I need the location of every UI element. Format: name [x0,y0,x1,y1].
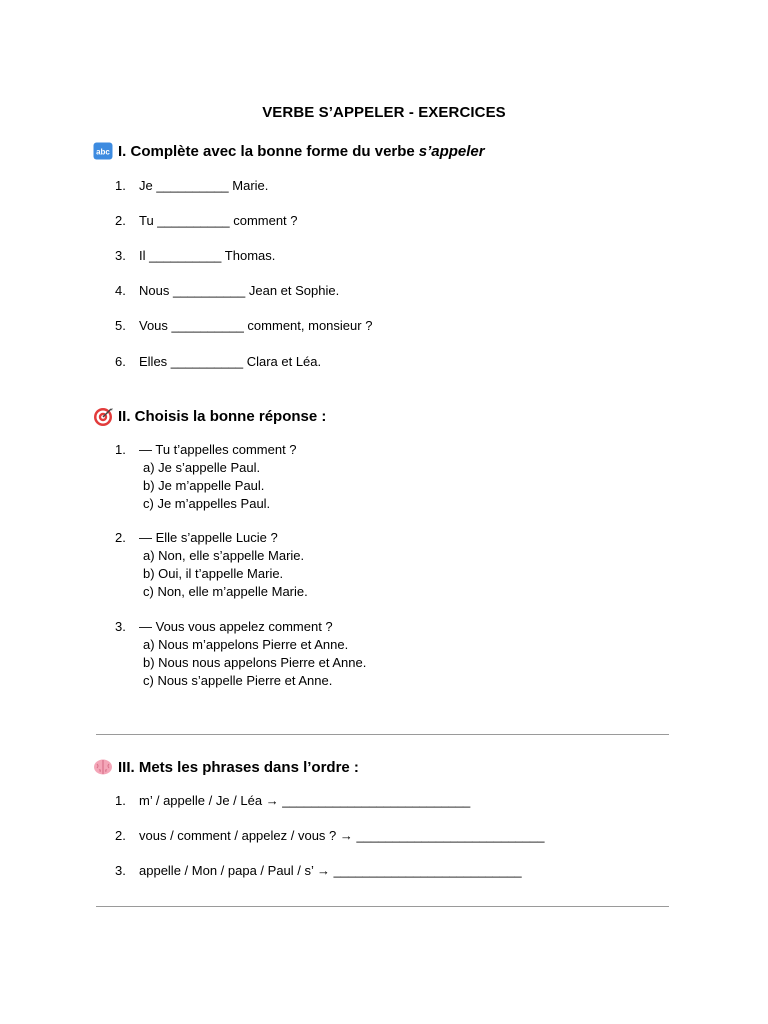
section-3-heading [93,758,359,776]
divider [96,906,669,907]
abc-icon [93,142,113,160]
target-icon [93,407,113,425]
exercise-1-item: 4. Nous __________ Jean et Sophie. [115,283,340,298]
question-2: 2. — Elle s’appelle Lucie ? [115,530,278,545]
question-3: 3. — Vous vous appelez comment ? [115,619,333,634]
section-1-title: I. Complète avec la bonne forme du verbe [118,142,415,160]
answer-choice: b) Nous nous appelons Pierre et Anne. [143,655,367,670]
reorder-item: 2. vous / comment / appelez / vous ? → __________________________ [115,828,545,843]
answer-choice: a) Non, elle s’appelle Marie. [143,548,305,563]
answer-choice: b) Oui, il t’appelle Marie. [143,566,284,581]
question-1: 1. — Tu t’appelles comment ? [115,442,297,457]
reorder-item: 3. appelle / Mon / papa / Paul / s’ → __________________________ [115,863,522,878]
section-3-title: III. Mets les phrases dans l’ordre : [118,758,359,776]
answer-choice: c) Je m’appelles Paul. [143,496,271,511]
answer-choice: b) Je m’appelle Paul. [143,478,265,493]
svg-text:abc: abc [96,147,110,157]
answer-choice: a) Je s’appelle Paul. [143,460,261,475]
section-1-title-italic: s’appeler [418,142,485,160]
section-1-heading [93,142,485,160]
section-2-title: II. Choisis la bonne réponse : [118,407,327,425]
divider [96,734,669,735]
answer-choice: a) Nous m’appelons Pierre et Anne. [143,637,349,652]
exercise-1-item: 6. Elles __________ Clara et Léa. [115,354,322,369]
exercise-1-item: 5. Vous __________ comment, monsieur ? [115,318,373,333]
section-2-heading [93,407,326,425]
answer-choice: c) Nous s’appelle Pierre et Anne. [143,673,333,688]
exercise-1-item: 2. Tu __________ comment ? [115,213,298,228]
exercise-1-item: 1. Je __________ Marie. [115,178,269,193]
reorder-item: 1. m’ / appelle / Je / Léa → __________________________ [115,793,471,808]
answer-choice: c) Non, elle m’appelle Marie. [143,584,308,599]
brain-icon [93,758,113,776]
exercise-1-item: 3. Il __________ Thomas. [115,248,276,263]
page-title: VERBE S’APPELER - EXERCICES [262,104,506,121]
